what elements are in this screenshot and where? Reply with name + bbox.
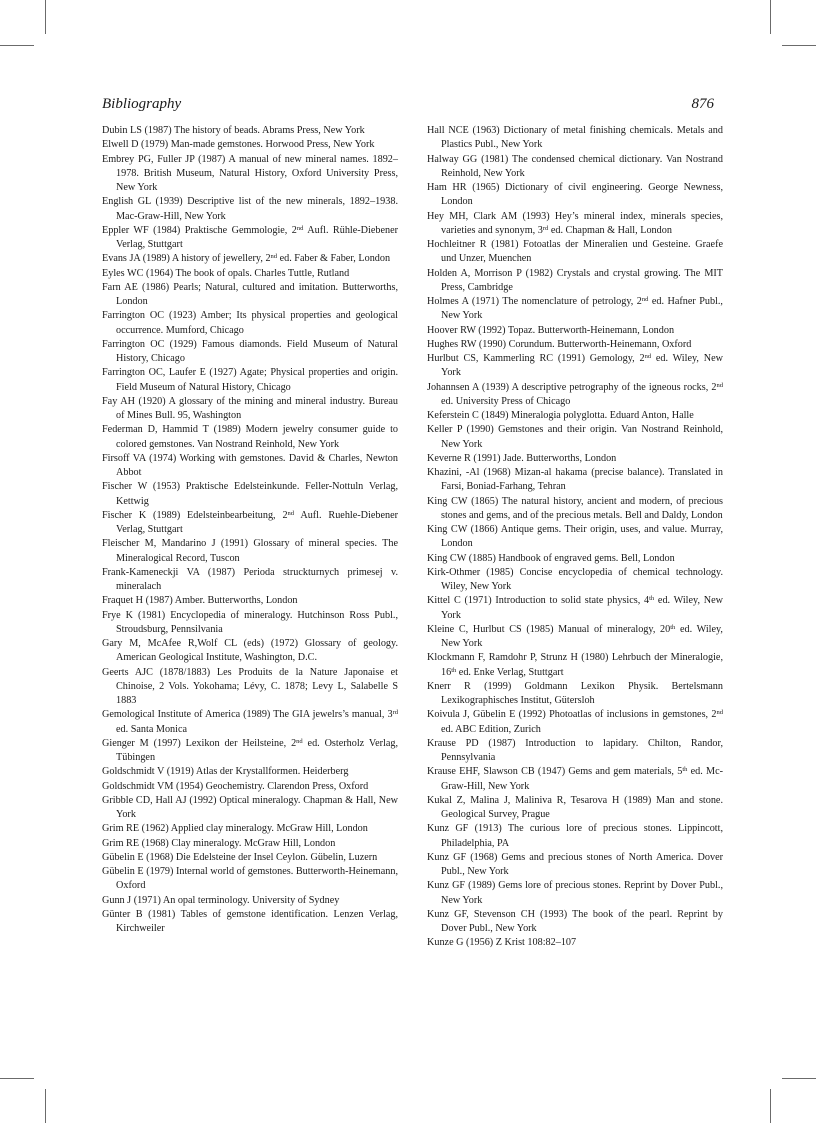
bibliography-entry: Hey MH, Clark AM (1993) Hey’s mineral index, minerals species, varieties and synonym, 3rd ed. Chapman & Hall, London (427, 210, 723, 236)
crop-mark (782, 45, 816, 46)
bibliography-entry: Kittel C (1971) Introduction to solid state physics, 4th ed. Wiley, New York (427, 595, 723, 621)
bibliography-entry: Gienger M (1997) Lexikon der Heilsteine, 2nd ed. Osterholz Verlag, Tübingen (102, 737, 399, 763)
bibliography-entry: Firsoff VA (1974) Working with gemstones. David & Charles, Newton Abbot (102, 452, 398, 478)
bibliography-entry: Holmes A (1971) The nomenclature of petrology, 2nd ed. Hafner Publ., New York (427, 296, 723, 322)
bibliography-entry: Goldschmidt VM (1954) Geochemistry. Clarendon Press, Oxford (102, 780, 369, 792)
crop-mark (0, 45, 34, 46)
bibliography-right-column (427, 124, 723, 951)
bibliography-entry: Frank-Kameneckji VA (1987) Perioda struckturnych primesej v. mineralach (102, 566, 398, 592)
bibliography-entry: Grim RE (1968) Clay mineralogy. McGraw Hill, London (102, 837, 336, 849)
bibliography-entry: Farn AE (1986) Pearls; Natural, cultured and imitation. Butterworths, London (102, 281, 398, 307)
crop-mark (45, 0, 46, 34)
bibliography-entry: Knerr R (1999) Goldmann Lexikon Physik. Bertelsmann Lexikographisches Institut, Gütersloh (427, 680, 723, 706)
bibliography-entry: Goldschmidt V (1919) Atlas der Krystallformen. Heiderberg (102, 766, 349, 778)
bibliography-entry: Kunz GF (1989) Gems lore of precious stones. Reprint by Dover Publ., New York (427, 880, 723, 906)
bibliography-entry: Dubin LS (1987) The history of beads. Abrams Press, New York (102, 125, 365, 136)
bibliography-entry: Hochleitner R (1981) Fotoatlas der Mineralien und Gesteine. Graefe und Unzer, Muenchen (427, 239, 723, 265)
crop-mark (770, 0, 771, 34)
bibliography-entry: Keferstein C (1849) Mineralogia polyglotta. Eduard Anton, Halle (427, 410, 694, 421)
bibliography-entry: Gübelin E (1979) Internal world of gemstones. Butterworth-Heinemann, Oxford (102, 866, 398, 892)
bibliography-entry: Fay AH (1920) A glossary of the mining and mineral industry. Bureau of Mines Bull. 95, Washington (102, 395, 398, 421)
bibliography-entry: Khazini, -Al (1968) Mizan-al hakama (precise balance). Translated in Farsi, Boniad-Farhang, Tehran (427, 467, 723, 493)
bibliography-left-column (102, 124, 398, 936)
bibliography-entry: King CW (1885) Handbook of engraved gems. Bell, London (427, 552, 675, 564)
bibliography-entry: Evans JA (1989) A history of jewellery, 2nd ed. Faber & Faber, London (102, 253, 391, 265)
bibliography-entry: Eyles WC (1964) The book of opals. Charles Tuttle, Rutland (102, 267, 350, 279)
bibliography-entry: Hall NCE (1963) Dictionary of metal finishing chemicals. Metals and Plastics Publ., New York (427, 125, 723, 151)
bibliography-entry: Fraquet H (1987) Amber. Butterworths, London (102, 595, 298, 607)
bibliography-entry: Kunze G (1956) Z Krist 108:82–107 (427, 937, 577, 949)
bibliography-entry: Johannsen A (1939) A descriptive petrography of the igneous rocks, 2nd ed. University Press of Chicago (427, 381, 723, 407)
bibliography-entry: Geerts AJC (1878/1883) Les Produits de la Nature Japonaise et Chinoise, 2 Vols. Yokohama; Lévy, C. 1878; Levy L, Salabelle S 1883 (102, 666, 398, 706)
crop-mark (45, 1089, 46, 1123)
page-number: 876 (691, 96, 714, 112)
bibliography-entry: Elwell D (1979) Man-made gemstones. Horwood Press, New York (102, 139, 375, 151)
bibliography-entry: Kunz GF, Stevenson CH (1993) The book of the pearl. Reprint by Dover Publ., New York (427, 908, 723, 934)
bibliography-entry: Frye K (1981) Encyclopedia of mineralogy. Hutchinson Ross Publ., Stroudsburg, Pennsilvania (102, 609, 398, 635)
bibliography-entry: King CW (1865) The natural history, ancient and modern, of precious stones and gems, and of the precious metals. Bell and Daldy, London (427, 495, 723, 521)
bibliography-entry: Hughes RW (1990) Corundum. Butterworth-Heinemann, Oxford (427, 338, 692, 350)
crop-mark (770, 1089, 771, 1123)
bibliography-entry: Koivula J, Gübelin E (1992) Photoatlas of inclusions in gemstones, 2nd ed. ABC Edition, Zurich (427, 709, 723, 735)
bibliography-entry: Eppler WF (1984) Praktische Gemmologie, 2nd Aufl. Rühle-Diebener Verlag, Stuttgart (102, 224, 398, 250)
crop-mark (0, 1078, 34, 1079)
bibliography-entry: Klockmann F, Ramdohr P, Strunz H (1980) Lehrbuch der Mineralogie, 16th ed. Enke Verlag, Stuttgart (427, 652, 723, 678)
bibliography-entry: Grim RE (1962) Applied clay mineralogy. McGraw Hill, London (102, 823, 368, 835)
section-title: Bibliography (102, 96, 182, 112)
bibliography-entry: Gribble CD, Hall AJ (1992) Optical mineralogy. Chapman & Hall, New York (102, 794, 398, 820)
bibliography-entry: Keller P (1990) Gemstones and their origin. Van Nostrand Reinhold, New York (427, 424, 723, 450)
bibliography-entry: King CW (1866) Antique gems. Their origin, uses, and value. Murray, London (427, 524, 723, 550)
bibliography-entry: Günter B (1981) Tables of gemstone identification. Lenzen Verlag, Kirchweiler (102, 908, 398, 934)
bibliography-entry: Ham HR (1965) Dictionary of civil engineering. George Newness, London (427, 182, 723, 208)
bibliography-entry: Gübelin E (1968) Die Edelsteine der Insel Ceylon. Gübelin, Luzern (102, 851, 378, 863)
bibliography-entry: Gary M, McAfee R,Wolf CL (eds) (1972) Glossary of geology. American Geological Institute, Washington, D.C. (102, 638, 398, 664)
bibliography-entry: Kunz GF (1968) Gems and precious stones of North America. Dover Publ., New York (427, 851, 723, 877)
bibliography-entry: Fleischer M, Mandarino J (1991) Glossary of mineral species. The Mineralogical Record, Tuscon (102, 538, 398, 564)
bibliography-entry: Krause EHF, Slawson CB (1947) Gems and gem materials, 5th ed. Mc-Graw-Hill, New York (427, 766, 723, 792)
bibliography-entry: Halway GG (1981) The condensed chemical dictionary. Van Nostrand Reinhold, New York (427, 153, 723, 179)
bibliography-entry: Keverne R (1991) Jade. Butterworths, London (427, 452, 617, 464)
bibliography-entry: Kirk-Othmer (1985) Concise encyclopedia of chemical technology. Wiley, New York (427, 566, 723, 592)
bibliography-entry: Federman D, Hammid T (1989) Modern jewelry consumer guide to colored gemstones. Van Nostrand Reinhold, New York (102, 424, 398, 450)
bibliography-entry: English GL (1939) Descriptive list of the new minerals, 1892–1938. Mac-Graw-Hill, New York (102, 196, 398, 222)
bibliography-entry: Farrington OC, Laufer E (1927) Agate; Physical properties and origin. Field Museum of Natural History, Chicago (102, 367, 398, 393)
bibliography-entry: Farrington OC (1923) Amber; Its physical properties and geological occurrence. Mumford, Chicago (102, 310, 398, 336)
bibliography-entry: Holden A, Morrison P (1982) Crystals and crystal growing. The MIT Press, Cambridge (427, 267, 723, 293)
bibliography-entry: Embrey PG, Fuller JP (1987) A manual of new mineral names. 1892–1978. British Museum, Natural History, Oxford University Press, New York (102, 153, 398, 193)
bibliography-entry: Gunn J (1971) An opal terminology. University of Sydney (102, 894, 340, 906)
crop-mark (782, 1078, 816, 1079)
running-header (102, 96, 714, 116)
bibliography-entry: Fischer K (1989) Edelsteinbearbeitung, 2nd Aufl. Ruehle-Diebener Verlag, Stuttgart (102, 509, 398, 535)
bibliography-entry: Fischer W (1953) Praktische Edelsteinkunde. Feller-Nottuln Verlag, Kettwig (102, 481, 398, 507)
bibliography-entry: Kukal Z, Malina J, Maliniva R, Tesarova H (1989) Man and stone. Geological Survey, Prague (427, 794, 723, 820)
bibliography-entry: Gemological Institute of America (1989) The GIA jewelrs’s manual, 3rd ed. Santa Monica (102, 709, 398, 735)
bibliography-entry: Kunz GF (1913) The curious lore of precious stones. Lippincott, Philadelphia, PA (427, 823, 723, 849)
bibliography-entry: Kleine C, Hurlbut CS (1985) Manual of mineralogy, 20th ed. Wiley, New York (427, 623, 723, 649)
bibliography-entry: Hurlbut CS, Kammerling RC (1991) Gemology, 2nd ed. Wiley, New York (427, 353, 723, 379)
bibliography-entry: Hoover RW (1992) Topaz. Butterworth-Heinemann, London (427, 324, 675, 336)
bibliography-entry: Farrington OC (1929) Famous diamonds. Field Museum of Natural History, Chicago (102, 338, 398, 364)
bibliography-entry: Krause PD (1987) Introduction to lapidary. Chilton, Randor, Pennsylvania (427, 737, 723, 763)
